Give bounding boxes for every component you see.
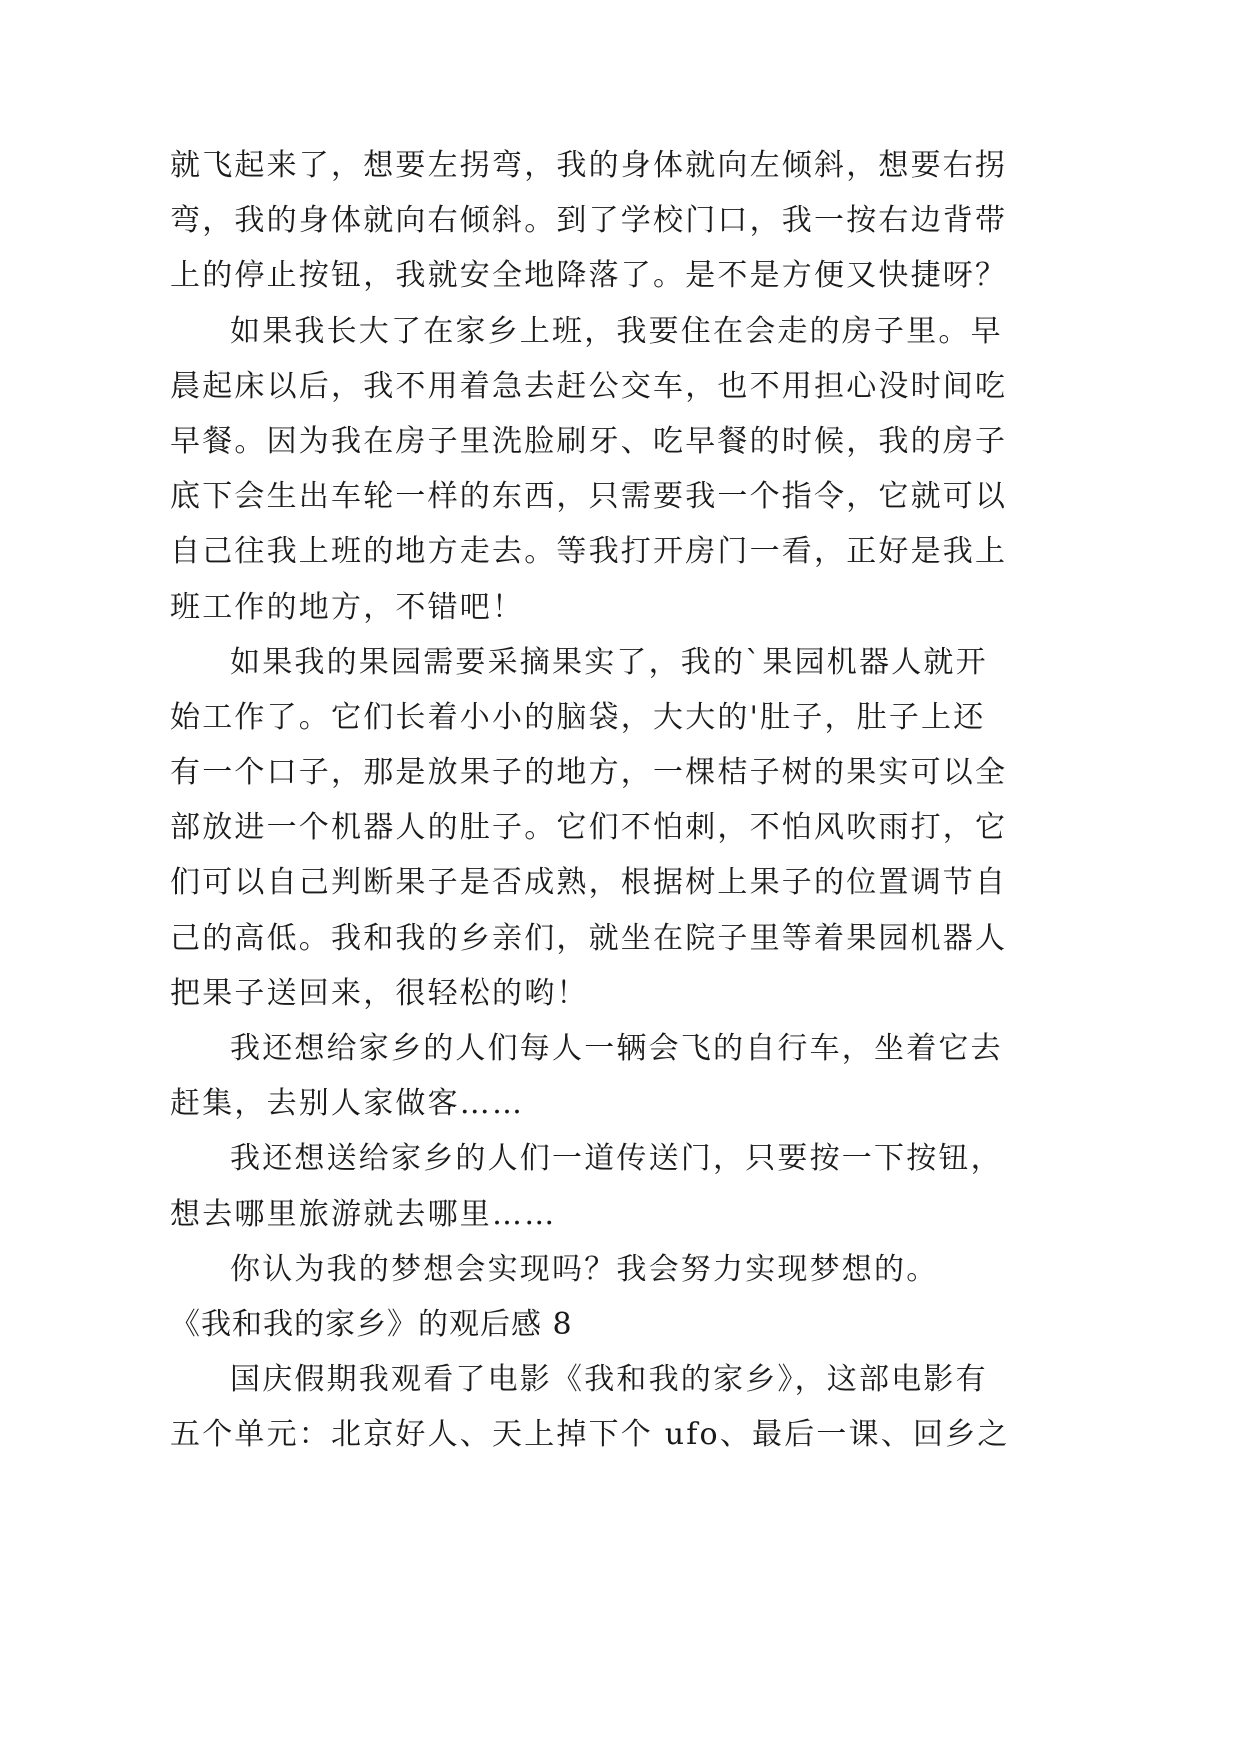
text-line: 上的停止按钮，我就安全地降落了。是不是方便又快捷呀？: [170, 258, 1008, 294]
text-line: 部放进一个机器人的肚子。它们不怕刺，不怕风吹雨打，它: [170, 810, 1008, 846]
text-line: 晨起床以后，我不用着急去赶公交车，也不用担心没时间吃: [170, 368, 1008, 404]
paragraph-start-line: 我还想送给家乡的人们一道传送门，只要按一下按钮，: [230, 1141, 1003, 1177]
text-line: 赶集，去别人家做客……: [170, 1086, 525, 1122]
paragraph-start-line: 如果我的果园需要采摘果实了，我的`果园机器人就开: [230, 644, 988, 680]
text-line: 自己往我上班的地方走去。等我打开房门一看，正好是我上: [170, 534, 1008, 570]
text-line: 把果子送回来，很轻松的哟！: [170, 975, 589, 1011]
section-heading: 《我和我的家乡》的观后感 8: [170, 1306, 573, 1342]
text-line: 们可以自己判断果子是否成熟，根据树上果子的位置调节自: [170, 865, 1008, 901]
document-body: [170, 138, 1010, 1463]
text-line: 早餐。因为我在房子里洗脸刷牙、吃早餐的时候，我的房子: [170, 423, 1008, 459]
paragraph-start-line: 如果我长大了在家乡上班，我要住在会走的房子里。早: [230, 313, 1003, 349]
text-line: 有一个口子，那是放果子的地方，一棵桔子树的果实可以全: [170, 755, 1008, 791]
text-line: 班工作的地方，不错吧！: [170, 589, 525, 625]
text-line: 五个单元：北京好人、天上掉下个 ufo、最后一课、回乡之: [170, 1417, 1010, 1453]
text-line: 底下会生出车轮一样的东西，只需要我一个指令，它就可以: [170, 479, 1008, 515]
text-line: 弯，我的身体就向右倾斜。到了学校门口，我一按右边背带: [170, 203, 1008, 239]
paragraph-start-line: 国庆假期我观看了电影《我和我的家乡》，这部电影有: [230, 1362, 988, 1398]
paragraph-start-line: 我还想给家乡的人们每人一辆会飞的自行车，坐着它去: [230, 1031, 1003, 1066]
paragraph-start-line: 你认为我的梦想会实现吗？我会努力实现梦想的。: [230, 1251, 939, 1287]
text-line: 想去哪里旅游就去哪里……: [170, 1196, 557, 1232]
text-line: 始工作了。它们长着小小的脑袋，大大的'肚子，肚子上还: [170, 699, 986, 735]
text-line: 就飞起来了，想要左拐弯，我的身体就向左倾斜，想要右拐: [170, 148, 1008, 183]
text-line: 己的高低。我和我的乡亲们，就坐在院子里等着果园机器人: [170, 920, 1008, 956]
